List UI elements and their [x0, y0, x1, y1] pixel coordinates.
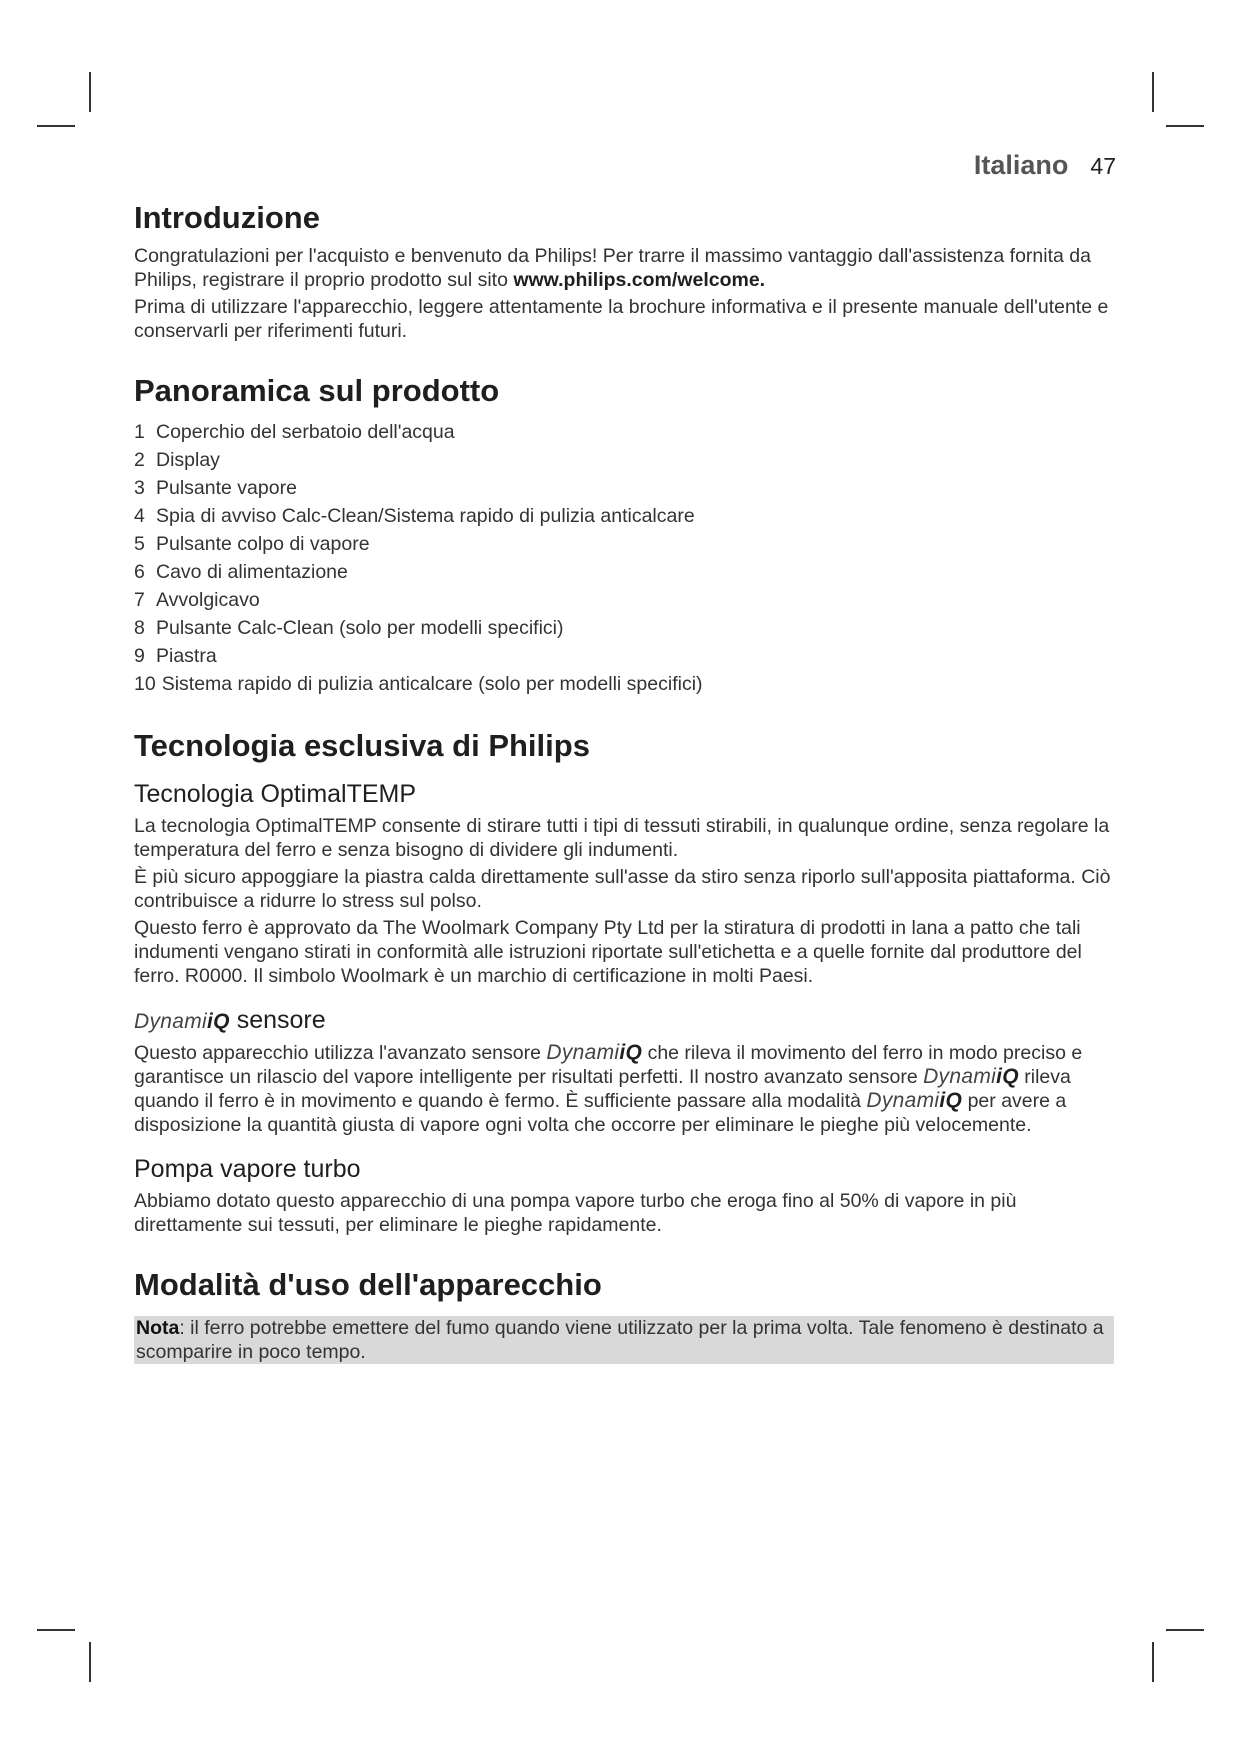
usage-title: Modalità d'uso dell'apparecchio — [134, 1267, 602, 1303]
list-item — [134, 446, 1114, 474]
usage-section — [134, 1265, 1114, 1363]
intro-text: Congratulazioni per l'acquisto e benvenuto da Philips! Per trarre il massimo vantaggio dall'assistenza fornita da Philips, registrare il proprio prodotto sul sito — [134, 245, 1091, 292]
turbo-pump-subsection — [134, 1153, 1114, 1238]
intro-paragraph-2: Prima di utilizzare l'apparecchio, leggere attentamente la brochure informativa e il presente manuale dell'utente e conservarli per riferimenti futuri. — [134, 296, 1109, 343]
overview-section — [134, 371, 1114, 697]
note-text: : il ferro potrebbe emettere del fumo quando viene utilizzato per la prima volta. Tale fenomeno è destinato a scomparire in poco tempo. — [136, 1316, 1104, 1363]
list-item — [134, 586, 1114, 614]
list-item — [134, 614, 1114, 642]
list-item — [134, 642, 1114, 670]
crop-mark — [89, 1642, 91, 1682]
language-label: Italiano — [973, 150, 1069, 180]
intro-title: Introduzione — [134, 200, 320, 235]
technology-section — [134, 726, 1114, 1238]
list-item-label: Pulsante vapore — [156, 476, 297, 499]
dynamiq-subsection — [134, 1004, 1114, 1137]
optimaltemp-paragraph-1: La tecnologia OptimalTEMP consente di stirare tutti i tipi di tessuti stirabili, in qualunque ordine, senza regolare la temperatura del ferro e senza bisogno di dividere gli indumenti. — [134, 815, 1110, 862]
crop-mark — [37, 125, 75, 127]
optimaltemp-paragraph-3: Questo ferro è approvato da The Woolmark Company Pty Ltd per la stiratura di prodotti in lana a patto che tali indumenti vengano stirati in conformità alle istruzioni riportate sull'etichetta e a quelle fornite dal produttore del ferro. R0000. Il simbolo Woolmark è un marchio di certificazione in molti Paesi. — [134, 917, 1082, 988]
page-header — [974, 150, 1116, 181]
crop-mark — [89, 72, 91, 112]
list-item — [134, 670, 1114, 698]
dynamiq-title — [134, 1004, 1114, 1037]
intro-section — [134, 198, 1114, 343]
page-number: 47 — [1090, 153, 1116, 179]
intro-paragraph-1 — [134, 244, 1114, 292]
list-item-number: 8 — [134, 616, 145, 639]
list-item-label: Coperchio del serbatoio dell'acqua — [156, 420, 455, 443]
crop-mark — [1152, 1642, 1154, 1682]
list-item — [134, 558, 1114, 586]
overview-title: Panoramica sul prodotto — [134, 373, 500, 409]
list-item-label: Pulsante Calc-Clean (solo per modelli specifici) — [156, 616, 564, 639]
crop-mark — [37, 1629, 75, 1631]
list-item — [134, 502, 1114, 530]
welcome-link[interactable]: www.philips.com/welcome. — [513, 269, 766, 292]
list-item-number: 4 — [134, 504, 145, 527]
list-item-label: Sistema rapido di pulizia anticalcare (solo per modelli specifici) — [161, 672, 703, 695]
list-item-number: 1 — [134, 420, 145, 443]
turbo-pump-paragraph: Abbiamo dotato questo apparecchio di una pompa vapore turbo che eroga fino al 50% di vapore in più direttamente sui tessuti, per eliminare le pieghe rapidamente. — [134, 1190, 1017, 1237]
crop-mark — [1166, 125, 1204, 127]
crop-mark — [1166, 1629, 1204, 1631]
list-item-label: Spia di avviso Calc-Clean/Sistema rapido di pulizia anticalcare — [156, 504, 695, 527]
dynamiq-paragraph: Questo apparecchio utilizza l'avanzato sensore DynamiiQ che rileva il movimento del ferro in modo preciso e garantisce un rilascio del vapore intelligente per risultati perfetti. Il nostro avanzato sensore DynamiiQ rileva quando il ferro è in movimento e quando è fermo. È sufficiente passare alla modalità DynamiiQ per avere a disposizione la quantità giusta di vapore ogni volta che occorre per eliminare le pieghe più velocemente. — [134, 1040, 1083, 1136]
list-item — [134, 418, 1114, 446]
page-content — [134, 198, 1114, 1364]
note-label: Nota — [136, 1316, 180, 1339]
list-item-label: Display — [156, 448, 220, 471]
list-item-number: 3 — [134, 476, 145, 499]
optimaltemp-paragraph-2: È più sicuro appoggiare la piastra calda direttamente sull'asse da stiro senza riporlo sull'apposita piattaforma. Ciò contribuisce a ridurre lo stress sul polso. — [134, 866, 1111, 913]
list-item-label: Piastra — [156, 644, 217, 667]
list-item — [134, 530, 1114, 558]
turbo-pump-title: Pompa vapore turbo — [134, 1154, 361, 1183]
list-item-number: 5 — [134, 532, 145, 555]
dynamiq-logo: DynamiiQ — [134, 1010, 230, 1034]
optimaltemp-subsection — [134, 778, 1114, 989]
list-item-label: Pulsante colpo di vapore — [156, 532, 370, 555]
list-item-label: Cavo di alimentazione — [156, 560, 348, 583]
optimaltemp-title: Tecnologia OptimalTEMP — [134, 779, 417, 808]
dynamiq-logo: DynamiiQ — [866, 1088, 963, 1112]
crop-mark — [1152, 72, 1154, 112]
list-item-number: 7 — [134, 588, 145, 611]
product-parts-list — [134, 418, 1114, 698]
list-item-number: 10 — [134, 672, 156, 695]
list-item-number: 9 — [134, 644, 145, 667]
note-box — [134, 1316, 1114, 1364]
list-item — [134, 474, 1114, 502]
technology-title: Tecnologia esclusiva di Philips — [134, 727, 590, 763]
dynamiq-title-suffix: sensore — [236, 1006, 326, 1035]
list-item-label: Avvolgicavo — [156, 588, 260, 611]
dynamiq-logo: DynamiiQ — [923, 1064, 1019, 1088]
list-item-number: 6 — [134, 560, 145, 583]
dynamiq-logo: DynamiiQ — [546, 1040, 643, 1064]
list-item-number: 2 — [134, 448, 145, 471]
